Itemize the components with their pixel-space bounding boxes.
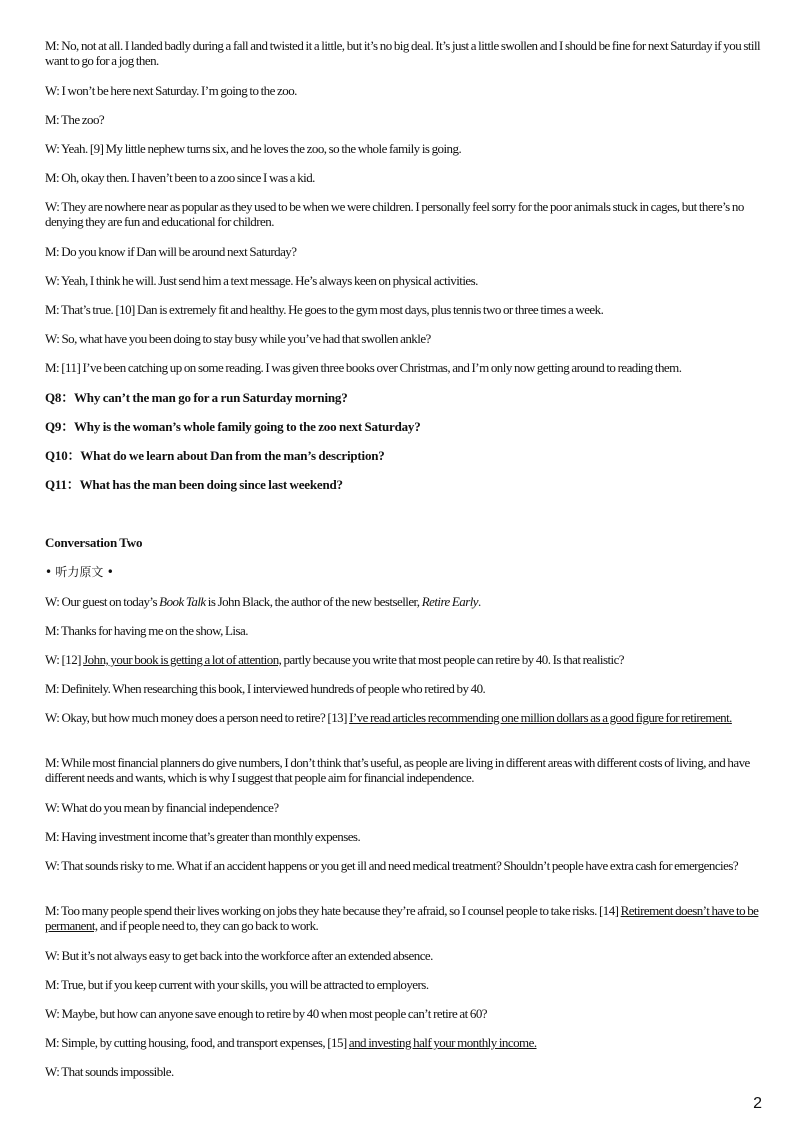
line-text: W: Okay, but how much money does a person need to retire? [13] <box>45 710 350 725</box>
question-q10: Q10：What do we learn about Dan from the man’s description? <box>45 448 385 463</box>
dialogue-line: W: But it’s not always easy to get back into the workforce after an extended absence. <box>45 948 433 963</box>
book-title: Book Talk <box>159 594 206 609</box>
question-q11: Q11：What has the man been doing since last weekend? <box>45 477 343 492</box>
dialogue-line: W: I won’t be here next Saturday. I’m going to the zoo. <box>45 83 297 98</box>
dialogue-line: W: So, what have you been doing to stay busy while you’ve had that swollen ankle? <box>45 331 431 346</box>
dialogue-line: M: Thanks for having me on the show, Lisa. <box>45 623 248 638</box>
line-text: W: Our guest on today’s <box>45 594 160 609</box>
dialogue-line <box>45 710 761 725</box>
underlined-answer: I’ve read articles recommending one million dollars as a good figure for retirement. <box>349 710 732 725</box>
dialogue-line <box>45 594 761 609</box>
line-text: M: Too many people spend their lives working on jobs they hate because they’re afraid, so I counsel people to take risks. [14] <box>45 903 621 918</box>
page-number: 2 <box>753 1095 762 1112</box>
dialogue-line <box>45 1035 761 1050</box>
dialogue-line: M: No, not at all. I landed badly during a fall and twisted it a little, but it’s no big deal. It’s just a little swollen and I should be fine for next Saturday if you still want to go for a jog then. <box>45 38 761 68</box>
line-text: M: Simple, by cutting housing, food, and transport expenses, [15] <box>45 1035 349 1050</box>
line-text: . <box>478 594 481 609</box>
dialogue-line: W: Yeah. [9] My little nephew turns six, and he loves the zoo, so the whole family is going. <box>45 141 462 156</box>
dialogue-line: M: The zoo? <box>45 112 105 127</box>
line-text: and if people need to, they can go back to work. <box>97 918 319 933</box>
line-text: partly because you write that most people can retire by 40. Is that realistic? <box>281 652 625 667</box>
dialogue-line: W: Maybe, but how can anyone save enough to retire by 40 when most people can’t retire at 60? <box>45 1006 487 1021</box>
dialogue-line: W: Yeah, I think he will. Just send him a text message. He’s always keen on physical activities. <box>45 273 478 288</box>
underlined-answer: John, your book is getting a lot of attention, <box>83 652 282 667</box>
dialogue-line: M: True, but if you keep current with your skills, you will be attracted to employers. <box>45 977 429 992</box>
underlined-answer: and investing half your monthly income. <box>348 1035 537 1050</box>
book-title: Retire Early <box>421 594 479 609</box>
dialogue-line: M: That’s true. [10] Dan is extremely fit and healthy. He goes to the gym most days, plus tennis two or three times a week. <box>45 302 604 317</box>
question-q9: Q9：Why is the woman’s whole family going to the zoo next Saturday? <box>45 419 421 434</box>
section-heading: Conversation Two <box>45 535 143 550</box>
dialogue-line: M: [11] I’ve been catching up on some reading. I was given three books over Christmas, and I’m only now getting around to reading them. <box>45 360 682 375</box>
dialogue-line: W: That sounds risky to me. What if an accident happens or you get ill and need medical treatment? Shouldn’t people have extra cash for emergencies? <box>45 858 739 873</box>
dialogue-line <box>45 652 761 667</box>
dialogue-line: M: Oh, okay then. I haven’t been to a zoo since I was a kid. <box>45 170 315 185</box>
underlined-answer: Retirement doesn’t have to be permanent, <box>45 903 759 933</box>
dialogue-line: W: That sounds impossible. <box>45 1064 174 1079</box>
dialogue-line: M: Having investment income that’s greater than monthly expenses. <box>45 829 361 844</box>
dialogue-line: W: What do you mean by financial independence? <box>45 800 279 815</box>
line-text: W: [12] <box>45 652 84 667</box>
dialogue-line: M: While most financial planners do give numbers, I don’t think that’s useful, as people are living in different areas with different costs of living, and have different needs and wants, which is why I suggest that people aim for financial independence. <box>45 755 750 785</box>
dialogue-line <box>45 903 761 933</box>
dialogue-line: W: They are nowhere near as popular as they used to be when we were children. I personally feel sorry for the poor animals stuck in cages, but there’s no denying they are fun and educational for children. <box>45 199 744 229</box>
section-subheading: • 听力原文 • <box>45 565 114 579</box>
dialogue-line: M: Do you know if Dan will be around next Saturday? <box>45 244 297 259</box>
dialogue-line: M: Definitely. When researching this book, I interviewed hundreds of people who retired by 40. <box>45 681 486 696</box>
line-text: is John Black, the author of the new bestseller, <box>205 594 422 609</box>
question-q8: Q8：Why can’t the man go for a run Saturday morning? <box>45 390 348 405</box>
